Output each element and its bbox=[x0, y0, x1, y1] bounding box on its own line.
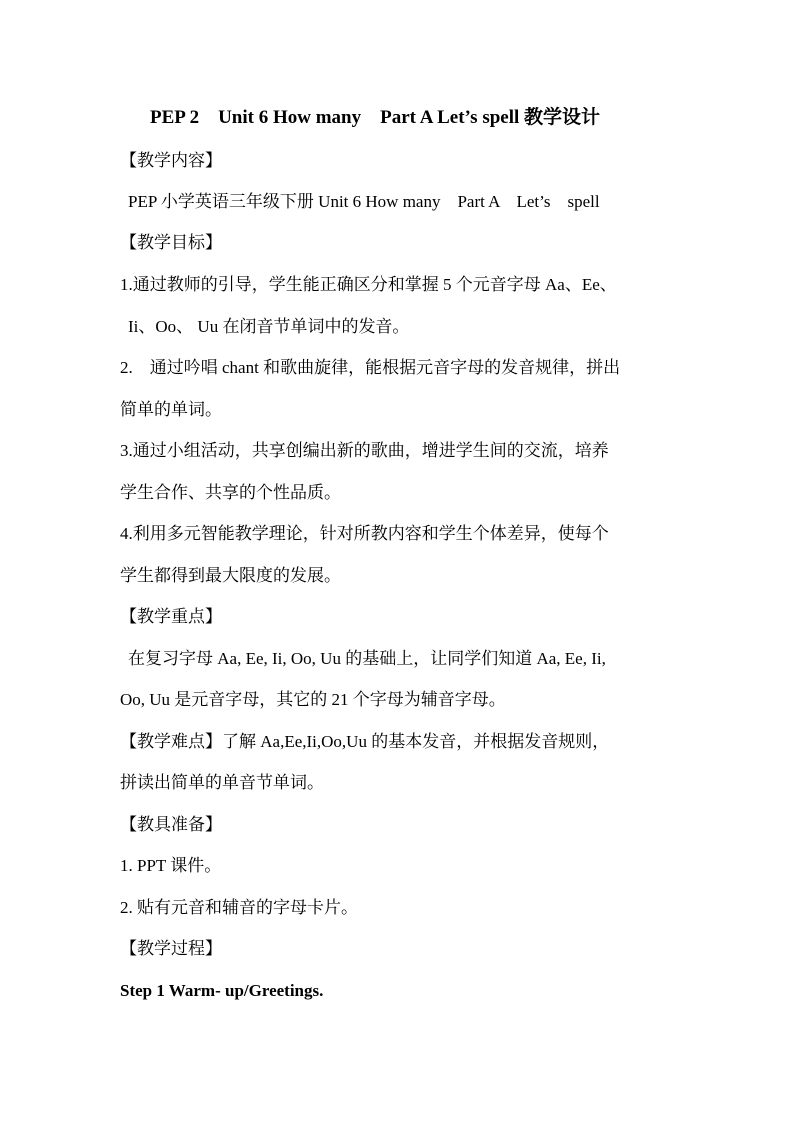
objective-1-line2: Ii、Oo、 Uu 在闭音节单词中的发音。 bbox=[128, 317, 410, 336]
objective-4-line1: 4.利用多元智能教学理论，针对所教内容和学生个体差异，使每个 bbox=[120, 524, 609, 543]
heading-content: 【教学内容】 bbox=[120, 151, 222, 170]
objective-3-line1: 3.通过小组活动，共享创编出新的歌曲，增进学生间的交流，培养 bbox=[120, 441, 609, 460]
difficulties-row bbox=[120, 732, 609, 752]
objective-4-line2: 学生都得到最大限度的发展。 bbox=[120, 566, 341, 585]
difficulties-line1: 了解 Aa,Ee,Ii,Oo,Uu 的基本发音，并根据发音规则， bbox=[222, 732, 610, 751]
heading-difficulties: 【教学难点】 bbox=[120, 732, 222, 751]
heading-objectives: 【教学目标】 bbox=[120, 233, 222, 252]
document-title: PEP 2 Unit 6 How many Part A Let’s spell 教学设计 bbox=[150, 107, 601, 128]
key-points-line2: Oo, Uu 是元音字母，其它的 21 个字母为辅音字母。 bbox=[120, 690, 506, 709]
objective-2-line2: 简单的单词。 bbox=[120, 400, 222, 419]
key-points-line1: 在复习字母 Aa, Ee, Ii, Oo, Uu 的基础上，让同学们知道 Aa, Ee, Ii, bbox=[128, 649, 606, 668]
heading-process: 【教学过程】 bbox=[120, 939, 222, 958]
objective-1-line1: 1.通过教师的引导，学生能正确区分和掌握 5 个元音字母 Aa、Ee、 bbox=[120, 275, 617, 294]
process-step-1: Step 1 Warm- up/Greetings. bbox=[120, 981, 324, 1000]
heading-materials: 【教具准备】 bbox=[120, 815, 222, 834]
objective-2-line1: 2. 通过吟唱 chant 和歌曲旋律，能根据元音字母的发音规律，拼出 bbox=[120, 358, 621, 377]
heading-key-points: 【教学重点】 bbox=[120, 607, 222, 626]
content-text: PEP 小学英语三年级下册 Unit 6 How many Part A Let’s spell bbox=[128, 192, 600, 211]
material-item-2: 2. 贴有元音和辅音的字母卡片。 bbox=[120, 898, 358, 917]
material-item-1: 1. PPT 课件。 bbox=[120, 856, 222, 875]
difficulties-line2: 拼读出简单的单音节单词。 bbox=[120, 773, 324, 792]
objective-3-line2: 学生合作、共享的个性品质。 bbox=[120, 483, 341, 502]
